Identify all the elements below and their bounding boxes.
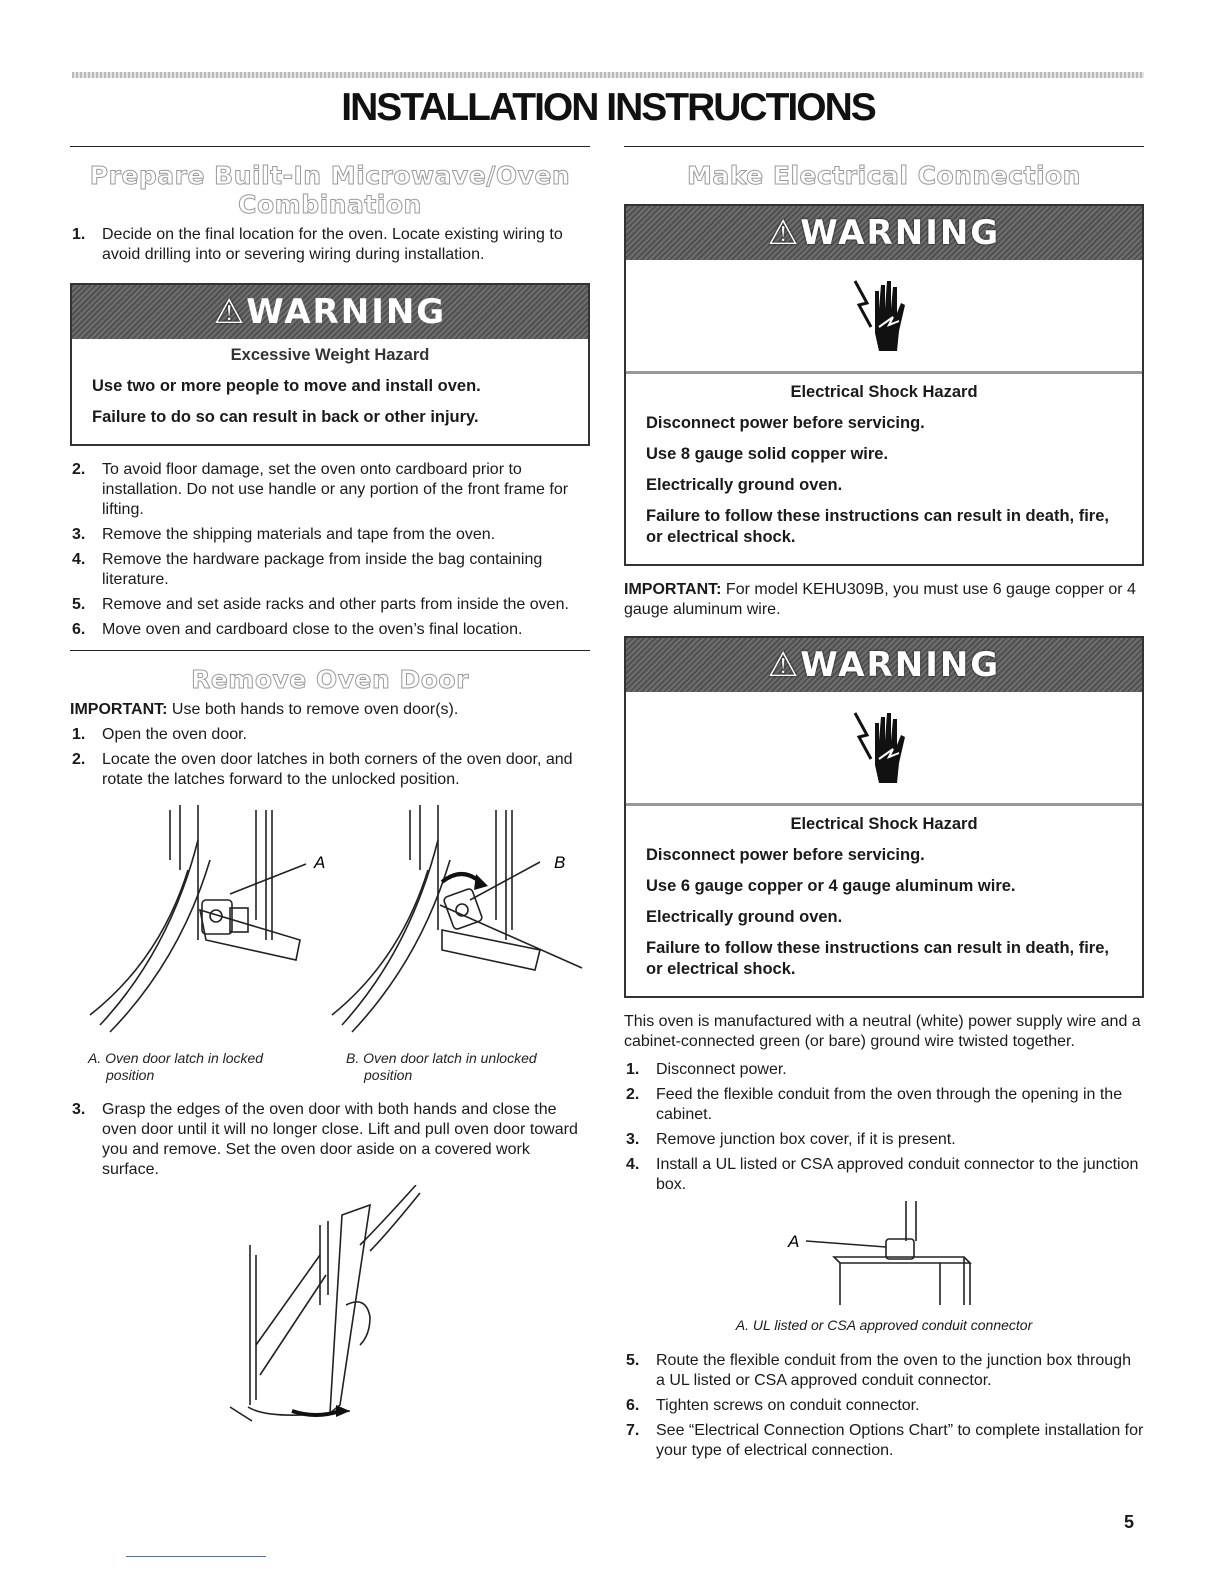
conduit-connector-illustration [624, 1201, 1144, 1311]
warning-line: Disconnect power before servicing. [646, 846, 925, 864]
hazard-title: Electrical Shock Hazard [790, 815, 978, 833]
warning-label: ⚠WARNING [767, 645, 1001, 685]
warning-line: Disconnect power before servicing. [646, 414, 925, 432]
page-number: 5 [1124, 1512, 1135, 1532]
warning-body [626, 374, 1142, 564]
shock-hazard-icon-area [626, 692, 1142, 806]
figure-label-a: A [788, 1232, 800, 1251]
warning-box-electrical-1 [624, 204, 1144, 566]
page-title: INSTALLATION INSTRUCTIONS [341, 86, 875, 129]
warning-line: Use 6 gauge copper or 4 gauge aluminum wire. [646, 877, 1016, 895]
intro-paragraph: This oven is manufactured with a neutral (white) power supply wire and a cabinet-connected green (or bare) ground wire twisted together. [624, 1013, 1141, 1050]
list-item: 5. Route the flexible conduit from the oven to the junction box through a UL listed or CSA approved conduit connector. [626, 1352, 1131, 1389]
footer-rule [126, 1556, 266, 1557]
section-rule [70, 650, 590, 651]
warning-body [72, 339, 588, 444]
caption-a: A. Oven door latch in locked position [88, 1050, 264, 1083]
remove-door-steps-b [70, 1100, 590, 1180]
section-title-electrical: Make Electrical Connection [687, 161, 1081, 190]
electrical-steps-b [624, 1351, 1144, 1461]
warning-box-weight [70, 283, 590, 446]
section-title-prepare: Prepare Built-In Microwave/Oven Combination [89, 161, 571, 219]
top-rule [72, 72, 1144, 78]
warning-header [72, 285, 588, 339]
list-item: 1. Open the oven door. [72, 726, 247, 743]
warning-line: Use two or more people to move and install oven. [92, 377, 481, 395]
left-column [70, 146, 590, 1425]
shock-hazard-icon-area [626, 260, 1142, 374]
warning-label: ⚠WARNING [213, 292, 447, 332]
list-item: 6. Move oven and cardboard close to the oven’s final location. [72, 621, 523, 638]
electrical-shock-hand-icon [849, 271, 919, 361]
list-item: 2. To avoid floor damage, set the oven onto cardboard prior to installation. Do not use handle or any portion of the front frame for lifting. [72, 461, 569, 518]
list-item: 4. Remove the hardware package from inside the bag containing literature. [72, 551, 543, 588]
prepare-steps-a [70, 225, 590, 265]
section-rule [624, 146, 1144, 147]
warning-body [626, 806, 1142, 996]
warning-box-electrical-2 [624, 636, 1144, 998]
right-column [624, 146, 1144, 1466]
figure-label-b: B [554, 853, 566, 872]
warning-line: Electrically ground oven. [646, 476, 843, 494]
list-item: 1. Disconnect power. [626, 1061, 787, 1078]
warning-line: Failure to do so can result in back or other injury. [92, 408, 479, 426]
figure-label-a: A [314, 853, 326, 872]
list-item: 3. Grasp the edges of the oven door with both hands and close the oven door until it will no longer close. Lift and pull oven door toward you and remove. Set the oven door aside on a covered work surface. [72, 1101, 578, 1178]
latch-captions [70, 1050, 590, 1084]
electrical-shock-hand-icon [849, 703, 919, 793]
list-item: 1. Decide on the final location for the oven. Locate existing wiring to avoid drilling into or severing wiring during installation. [72, 226, 563, 263]
list-item: 4. Install a UL listed or CSA approved conduit connector to the junction box. [626, 1156, 1139, 1193]
warning-line: Failure to follow these instructions can result in death, fire, or electrical shock. [646, 507, 1109, 546]
warning-header [626, 206, 1142, 260]
conduit-figure-caption: A. UL listed or CSA approved conduit connector [735, 1317, 1033, 1333]
important-note-model: IMPORTANT: For model KEHU309B, you must use 6 gauge copper or 4 gauge aluminum wire. [624, 581, 1136, 618]
list-item: 2. Feed the flexible conduit from the oven through the opening in the cabinet. [626, 1086, 1123, 1123]
list-item: 7. See “Electrical Connection Options Chart” to complete installation for your type of electrical connection. [626, 1422, 1144, 1459]
caption-b: B. Oven door latch in unlocked position [346, 1050, 537, 1083]
list-item: 3. Remove the shipping materials and tape from the oven. [72, 526, 496, 543]
important-note: IMPORTANT: Use both hands to remove oven door(s). [70, 701, 459, 718]
hazard-title: Excessive Weight Hazard [230, 346, 430, 364]
warning-label: ⚠WARNING [767, 213, 1001, 253]
list-item: 5. Remove and set aside racks and other parts from inside the oven. [72, 596, 569, 613]
prepare-steps-b [70, 460, 590, 640]
door-removal-illustration [70, 1185, 590, 1425]
electrical-steps-a [624, 1060, 1144, 1195]
hazard-title: Electrical Shock Hazard [790, 383, 978, 401]
door-latch-illustration [70, 800, 590, 1050]
list-item: 6. Tighten screws on conduit connector. [626, 1397, 920, 1414]
list-item: 3. Remove junction box cover, if it is present. [626, 1131, 956, 1148]
warning-line: Use 8 gauge solid copper wire. [646, 445, 889, 463]
list-item: 2. Locate the oven door latches in both corners of the oven door, and rotate the latches forward to the unlocked position. [72, 751, 573, 788]
warning-line: Failure to follow these instructions can result in death, fire, or electrical shock. [646, 939, 1109, 978]
section-title-remove-door: Remove Oven Door [191, 665, 469, 694]
remove-door-steps-a [70, 725, 590, 790]
warning-line: Electrically ground oven. [646, 908, 843, 926]
section-rule [70, 146, 590, 147]
warning-header [626, 638, 1142, 692]
